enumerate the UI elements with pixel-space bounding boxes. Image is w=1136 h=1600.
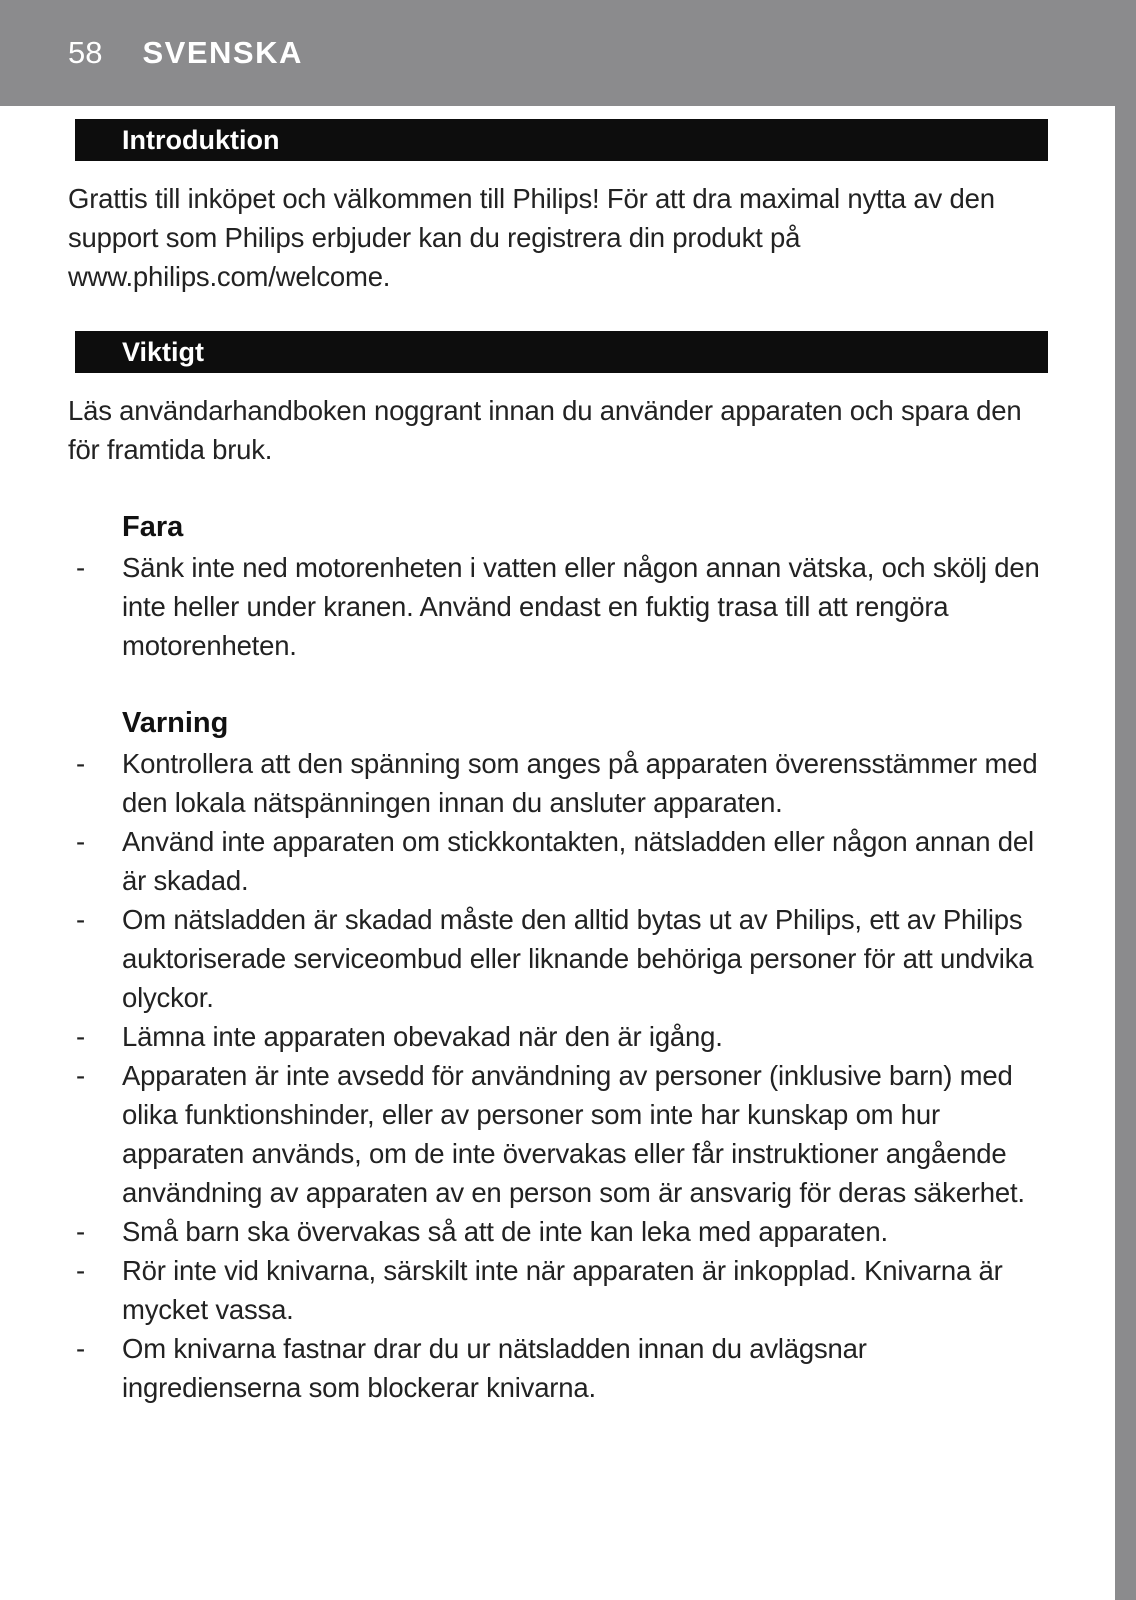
list-dash: - xyxy=(76,1216,85,1247)
danger-list xyxy=(0,548,1115,665)
important-paragraph: Läs användarhandboken noggrant innan du använder apparaten och spara den för framtida bruk. xyxy=(68,395,1022,465)
list-item-text: Om nätsladden är skadad måste den alltid bytas ut av Philips, ett av Philips auktoriserade serviceombud eller liknande behöriga personer för att undvika olyckor. xyxy=(122,904,1034,1013)
warning-heading: Varning xyxy=(122,707,229,739)
list-dash: - xyxy=(76,1255,85,1286)
list-item xyxy=(68,1251,1042,1329)
list-item-text: Om knivarna fastnar drar du ur nätsladden innan du avlägsnar ingredienserna som blockerar knivarna. xyxy=(122,1333,867,1403)
section-header-introduktion xyxy=(75,119,1048,161)
list-item-text: Använd inte apparaten om stickkontakten, nätsladden eller någon annan del är skadad. xyxy=(122,826,1034,896)
list-dash: - xyxy=(76,748,85,779)
page-content xyxy=(0,106,1115,1407)
section-title: Introduktion xyxy=(122,124,280,155)
list-item-text: Lämna inte apparaten obevakad när den är igång. xyxy=(122,1021,723,1052)
language-title: SVENSKA xyxy=(142,35,303,70)
list-item xyxy=(68,1017,1042,1056)
list-item-text: Apparaten är inte avsedd för användning av personer (inklusive barn) med olika funktionshinder, eller av personer som inte har kunskap om hur apparaten används, om de inte övervakas eller får instruktioner angående användning av apparaten av en person som är ansvarig för deras säkerhet. xyxy=(122,1060,1025,1208)
section-title: Viktigt xyxy=(122,336,205,367)
list-dash: - xyxy=(76,904,85,935)
list-item xyxy=(68,744,1042,822)
list-dash: - xyxy=(76,1333,85,1364)
list-item-text: Sänk inte ned motorenheten i vatten eller någon annan vätska, och skölj den inte heller under kranen. Använd endast en fuktig trasa till att rengöra motorenheten. xyxy=(122,552,1040,661)
list-item xyxy=(68,548,1042,665)
list-item xyxy=(68,1056,1042,1212)
list-dash: - xyxy=(76,1021,85,1052)
list-item-text: Kontrollera att den spänning som anges på apparaten överensstämmer med den lokala nätspänningen innan du ansluter apparaten. xyxy=(122,748,1038,818)
list-item xyxy=(68,900,1042,1017)
list-dash: - xyxy=(76,826,85,857)
list-item-text: Rör inte vid knivarna, särskilt inte när apparaten är inkopplad. Knivarna är mycket vassa. xyxy=(122,1255,1003,1325)
warning-list xyxy=(0,744,1115,1407)
danger-heading: Fara xyxy=(122,511,184,543)
list-item xyxy=(68,1329,1042,1407)
list-item xyxy=(68,822,1042,900)
section-header-viktigt xyxy=(75,331,1048,373)
page-number: 58 xyxy=(68,35,103,70)
page-header xyxy=(0,0,1136,106)
list-dash: - xyxy=(76,1060,85,1091)
list-dash: - xyxy=(76,552,85,583)
page-edge-strip xyxy=(1115,106,1136,1600)
intro-paragraph: Grattis till inköpet och välkommen till Philips! För att dra maximal nytta av den support som Philips erbjuder kan du registrera din produkt på www.philips.com/welcome. xyxy=(68,183,995,292)
list-item xyxy=(68,1212,1042,1251)
list-item-text: Små barn ska övervakas så att de inte kan leka med apparaten. xyxy=(122,1216,888,1247)
